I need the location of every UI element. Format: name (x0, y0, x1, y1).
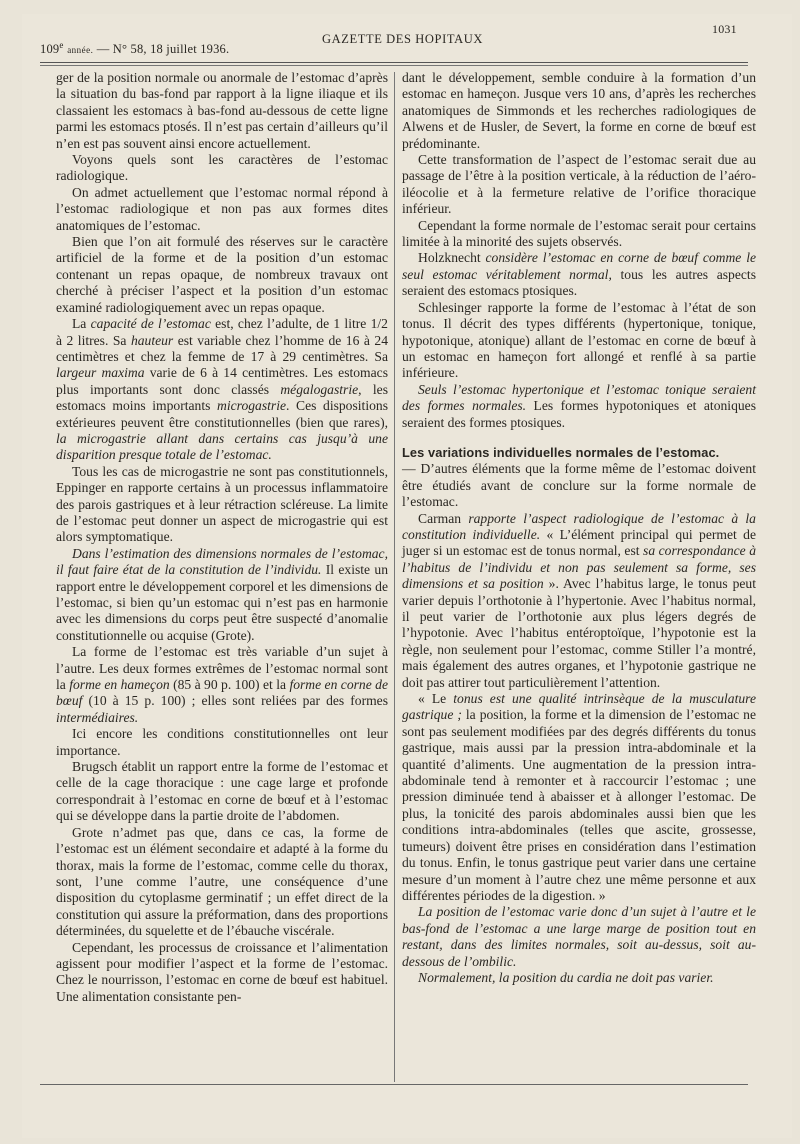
page-number: 1031 (712, 22, 737, 36)
text-run: La forme de l’estomac est très variable d’un sujet à l’autre. Les deux formes extrêmes de l’estomac normal sont la (56, 644, 388, 693)
text-run: (85 à 90 p. 100) et la (169, 677, 290, 693)
text-run: , les estomacs moins importants (56, 381, 388, 414)
paragraph (56, 546, 388, 644)
paragraph: — D’autres éléments que la forme même de l’estomac doivent être étudiés avant de conclure sur la forme normale de l’estomac. (402, 461, 756, 510)
text-run: ». Avec l’habitus large, le tonus peut varier depuis l’orthotonie à l’hypertonie. Avec l’habitus normal, il peut varier de l’orthotonie aux plus légers degrés de l’hypotonie. Avec l’habitus entéroptoïque, l’hypotonie est la règle, non seulement pour l’estomac, comme Stiller l’a montré, mais également des autres organes, et l’hypotonie gastrique ne doit pas attirer tout particulièrement l’attention. (402, 576, 756, 690)
issue-date: — N° 58, 18 juillet 1936. (96, 42, 230, 57)
paragraph (402, 250, 756, 299)
italic-text: la microgastrie allant dans certains cas jusqu’à une disparition presque totale de l’estomac. (56, 430, 388, 463)
text-run: Les formes hypotoniques et atoniques seraient des formes ptosiques. (402, 398, 756, 430)
paragraph (402, 382, 756, 431)
edition-number: 109 (40, 42, 60, 57)
column-divider (394, 72, 395, 1082)
paragraph (402, 904, 756, 970)
paragraph (56, 316, 388, 464)
italic-text: forme en corne de bœuf (56, 677, 388, 709)
paragraph: Voyons quels sont les caractères de l’estomac radiologique. (56, 152, 388, 184)
issue-line (40, 40, 229, 57)
paragraph: Tous les cas de microgastrie ne sont pas constitutionnels, Eppinger en rapporte certains à un processus inflammatoire des parois gastriques et à leur rétraction scléreuse. La limite de l’estomac peut donner un aspect de microgastrie qui est alors symptomatique. (56, 463, 388, 545)
paragraph: Schlesinger rapporte la forme de l’estomac à l’état de son tonus. Il décrit des types différents (hypertonique, tonique, hypotonique, atonique) allant de l’estomac en corne de bœuf à un estomac en hameçon fort allongé et renflé à sa partie inférieure. (402, 299, 756, 381)
text-run: la position, la forme et la dimension de l’estomac ne sont pas seulement modifiées par des degrés différents du tonus gastrique, mais aussi par la pression intra-abdominale et la quantité d’aliments. Une augmentation de la pression intra-abdominale tend à remonter et à raccourcir l’estomac ; une pression diminuée tend à abaisser et à allonger l’estomac. De plus, la tonicité des parois abdominales aussi bien que les conditions intra-abdominales (telles que ascite, grossesse, tumeurs) doivent être prises en considération dans l’estimation du tonus. Enfin, le tonus gastrique peut varier dans une certaine mesure d’un moment à l’autre chez une même personne et aux différentes périodes de la digestion. » (402, 707, 757, 903)
italic-text: intermédiaires. (56, 709, 139, 725)
text-run: est variable chez l’homme de 16 à 24 centimètres et chez la femme de 17 à 29 centimètres. Sa (56, 332, 388, 364)
paragraph: On admet actuellement que l’estomac normal répond à l’estomac radiologique et non pas aux formes dites anatomiques de l’estomac. (56, 184, 388, 233)
paragraph: Cette transformation de l’aspect de l’estomac serait due au passage de l’être à la position verticale, à la réduction de l’aéro-iléocolie et à la fermeture relative de l’orifice thoracique inférieur. (402, 152, 756, 217)
italic-text: forme en hameçon (69, 677, 170, 693)
edition-word: année. (67, 45, 94, 56)
text-run: Il existe un rapport entre le développement corporel et les dimensions de l’estomac, si bien qu’un estomac qui n’est pas en harmonie avec les dimensions du corps peut être suspecté d’anomalie constitutionnelle ou acquise (Grote). (56, 562, 388, 643)
page-header (40, 22, 750, 60)
left-column (56, 70, 388, 1005)
italic-text: capacité de l’estomac (90, 316, 211, 332)
italic-text: Seuls l’estomac hypertonique et l’estomac tonique seraient des formes normales. (402, 381, 756, 414)
right-column (402, 70, 756, 986)
text-run: La (72, 316, 91, 332)
italic-text: rapporte l’aspect radiologique de l’estomac à la constitution individuelle. (402, 510, 756, 542)
paragraph: dant le développement, semble conduire à la formation d’un estomac en hameçon. Jusque vers 10 ans, d’après les recherches anatomiques de Simmonds et les recherches radiologiques de Alwens et de Husler, de Severt, la forme en corne de bœuf est prédominante. (402, 70, 756, 151)
italic-text: hauteur (130, 332, 174, 348)
italic-text: La position de l’estomac varie donc d’un sujet à l’autre et le bas-fond de l’estomac a une large marge de position tout en restant, dans des limites normales, soit au-dessus, soit au-dessous de l’ombilic. (402, 904, 756, 969)
italic-text: considère l’estomac en corne de bœuf comme le seul estomac véritablement normal, (402, 250, 756, 282)
paragraph (402, 691, 756, 904)
paragraph: Cependant la forme normale de l’estomac serait pour certains limitée à la minorité des sujets observés. (402, 217, 756, 250)
italic-text: tonus est une qualité intrinsèque de la musculature gastrique ; (402, 691, 756, 723)
text-run: (10 à 15 p. 100) ; elles sont reliées par des formes (82, 693, 388, 709)
text-run: . Ces dispositions extérieures peuvent être constitutionnelles (bien que rares), (56, 398, 388, 430)
text-run: Holzknecht (418, 250, 486, 266)
text-run: « Le (418, 691, 454, 707)
text-run: tous les autres aspects seraient des estomacs ptosiques. (402, 266, 756, 299)
italic-text: mégalogastrie (280, 381, 359, 397)
italic-text: Normalement, la position du cardia ne doit pas varier. (418, 969, 714, 985)
italic-text: microgastrie (217, 398, 287, 414)
paragraph: Grote n’admet pas que, dans ce cas, la forme de l’estomac est un élément secondaire et adapté à la forme du thorax, mais la forme de l’estomac, comme celle du thorax, sont, l’une comme l’autre, une conséquence d’une disposition du cytoplasme germinatif ; un effet direct de la constitution qui assure la préformation, dans des proportions déterminées, du squelette et de l’ébauche viscérale. (56, 824, 388, 939)
italic-text: largeur maxima (56, 365, 145, 381)
paragraph (402, 970, 756, 986)
paragraph (56, 644, 388, 726)
italic-text: Dans l’estimation des dimensions normales de l’estomac, il faut faire état de la constitution de l’individu. (56, 545, 388, 578)
italic-text: sa correspondance à l’habitus de l’individu et non pas seulement sa forme, ses dimensions et sa position (402, 543, 756, 592)
edition-suffix: e (59, 40, 64, 50)
paragraph: Brugsch établit un rapport entre la forme de l’estomac et celle de la cage thoracique : une cage large et profonde correspondrait à l’estomac en corne de bœuf et à l’estomac qui se développe dans la partie droite de l’abdomen. (56, 759, 388, 824)
section-heading: Les variations individuelles normales de l’estomac. (402, 444, 720, 460)
paragraph: Ici encore les conditions constitutionnelles ont leur importance. (56, 726, 388, 758)
text-run: varie de 6 à 14 centimètres. Les estomacs plus importants sont donc classés (56, 365, 388, 397)
paragraph: ger de la position normale ou anormale de l’estomac d’après la situation du bas-fond par rapport à la ligne iliaque et ils classaient les estomacs à bas-fond au-dessous de cette ligne parmi les estomacs ptosés. Il n’est pas certain d’ailleurs qu’il n’en est pas souvent ainsi encore actuellement. (56, 70, 388, 151)
paragraph (402, 511, 756, 691)
header-rule (40, 62, 748, 66)
text-run: « L’élément principal qui permet de juger si un estomac est de tonus normal, est (402, 526, 756, 559)
journal-title: GAZETTE DES HOPITAUX (322, 32, 483, 46)
paragraph: Bien que l’on ait formulé des réserves sur le caractère artificiel de la forme et de la position d’un estomac contenant un repas opaque, de nombreux travaux ont cherché à préciser l’aspect et la position d’un estomac examiné radiologiquement avec un repas opaque. (56, 234, 388, 315)
text-run: Carman (418, 510, 469, 526)
text-run: est, chez l’adulte, de 1 litre 1/2 à 2 litres. Sa (56, 316, 388, 348)
footer-rule (40, 1084, 748, 1085)
paragraph: Cependant, les processus de croissance et l’alimentation agissent pour modifier l’aspect et la forme de l’estomac. Chez le nourrisson, l’estomac en corne de bœuf est habituel. Une alimentation consistante pen- (56, 939, 388, 1004)
